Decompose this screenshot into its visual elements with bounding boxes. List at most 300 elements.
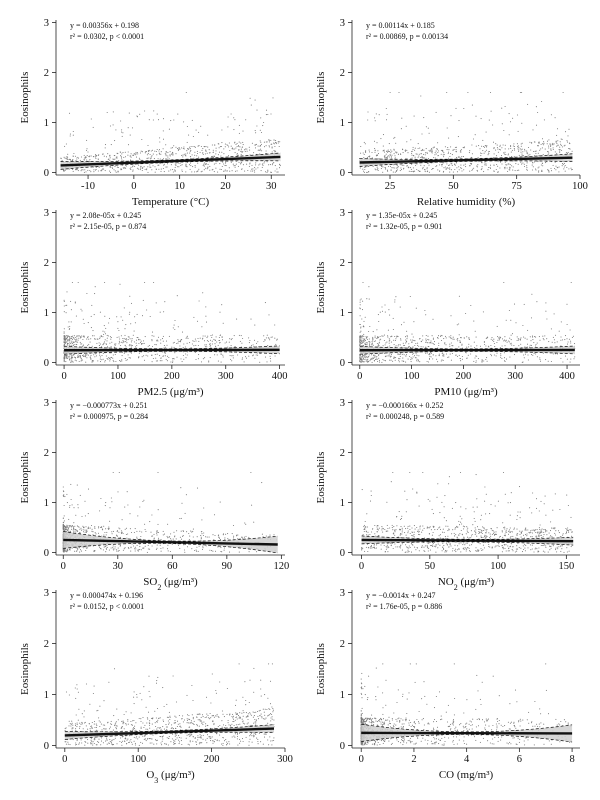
data-point — [400, 340, 401, 341]
data-point — [447, 149, 448, 150]
data-point — [255, 132, 256, 133]
data-point — [452, 339, 453, 340]
data-point — [461, 149, 462, 150]
y-tick-label: 1 — [339, 308, 345, 319]
data-point — [397, 169, 398, 170]
data-point — [83, 547, 84, 548]
data-point — [380, 138, 381, 139]
data-point — [162, 356, 163, 357]
data-point — [278, 171, 279, 172]
data-point — [76, 344, 77, 345]
data-point — [213, 150, 214, 151]
data-point — [169, 336, 170, 337]
data-point — [136, 345, 137, 346]
data-point — [404, 354, 405, 355]
data-point — [109, 507, 110, 508]
data-point — [177, 166, 178, 167]
data-point — [113, 360, 114, 361]
data-point — [246, 164, 247, 165]
data-point — [473, 361, 474, 362]
data-point — [547, 169, 548, 170]
data-point — [535, 168, 536, 169]
data-point — [424, 310, 425, 311]
data-point — [411, 334, 412, 335]
data-point — [389, 143, 390, 144]
data-point — [198, 157, 199, 158]
data-point — [485, 529, 486, 530]
data-point — [550, 168, 551, 169]
data-point — [386, 342, 387, 343]
data-point — [505, 148, 506, 149]
data-point — [491, 528, 492, 529]
data-point — [375, 120, 376, 121]
data-point — [496, 169, 497, 170]
data-point — [526, 169, 527, 170]
data-point — [444, 154, 445, 155]
data-point — [170, 120, 171, 121]
data-point — [113, 472, 114, 473]
data-point — [203, 165, 204, 166]
data-point — [532, 548, 533, 549]
data-point — [403, 165, 404, 166]
data-point — [500, 536, 501, 537]
data-point — [180, 537, 181, 538]
data-point — [135, 548, 136, 549]
data-point — [215, 346, 216, 347]
data-point — [187, 336, 188, 337]
data-point — [527, 344, 528, 345]
data-point — [237, 143, 238, 144]
data-point — [112, 159, 113, 160]
data-point — [360, 343, 361, 344]
data-point — [561, 138, 562, 139]
data-point — [419, 550, 420, 551]
x-tick-label: 400 — [559, 371, 575, 382]
data-point — [509, 310, 510, 311]
data-point — [541, 535, 542, 536]
data-point — [231, 162, 232, 163]
data-point — [72, 159, 73, 160]
data-point — [536, 301, 537, 302]
data-point — [159, 163, 160, 164]
data-point — [430, 342, 431, 343]
data-point — [436, 359, 437, 360]
data-point — [515, 170, 516, 171]
data-point — [519, 155, 520, 156]
data-point — [207, 153, 208, 154]
data-point — [527, 170, 528, 171]
data-point — [505, 106, 506, 107]
data-point — [252, 171, 253, 172]
data-point — [471, 163, 472, 164]
data-point — [226, 170, 227, 171]
data-point — [421, 341, 422, 342]
data-point — [494, 343, 495, 344]
data-point — [156, 533, 157, 534]
data-point — [129, 113, 130, 114]
x-tick-label: -10 — [81, 181, 96, 192]
data-point — [195, 339, 196, 340]
data-point — [377, 343, 378, 344]
data-point — [151, 155, 152, 156]
data-point — [195, 147, 196, 148]
data-point — [136, 343, 137, 344]
data-point — [398, 344, 399, 345]
data-point — [522, 531, 523, 532]
data-point — [418, 346, 419, 347]
data-point — [222, 337, 223, 338]
data-point — [448, 152, 449, 153]
data-point — [152, 545, 153, 546]
y-tick-label: 2 — [339, 68, 345, 79]
data-point — [435, 355, 436, 356]
data-point — [456, 157, 457, 158]
data-point — [430, 150, 431, 151]
data-point — [551, 150, 552, 151]
data-point — [270, 113, 271, 114]
data-point — [185, 353, 186, 354]
data-point — [490, 92, 491, 93]
data-point — [144, 360, 145, 361]
data-point — [241, 335, 242, 336]
data-point — [239, 335, 240, 336]
data-point — [521, 123, 522, 124]
data-point — [211, 337, 212, 338]
data-point — [221, 362, 222, 363]
data-point — [497, 147, 498, 148]
y-tick-label: 1 — [43, 118, 49, 129]
data-point — [500, 149, 501, 150]
data-point — [147, 552, 148, 553]
data-point — [475, 534, 476, 535]
data-point — [383, 134, 384, 135]
x-tick-label: 60 — [167, 561, 178, 572]
data-point — [206, 322, 207, 323]
data-point — [225, 534, 226, 535]
data-point — [544, 119, 545, 120]
data-point — [125, 156, 126, 157]
data-point — [408, 343, 409, 344]
data-point — [64, 359, 65, 360]
data-point — [365, 152, 366, 153]
data-point — [384, 157, 385, 158]
data-point — [513, 166, 514, 167]
data-point — [454, 529, 455, 530]
data-point — [135, 154, 136, 155]
data-point — [369, 151, 370, 152]
data-point — [183, 544, 184, 545]
data-point — [173, 342, 174, 343]
data-point — [467, 543, 468, 544]
data-point — [157, 532, 158, 533]
data-point — [520, 337, 521, 338]
data-point — [230, 355, 231, 356]
data-point — [469, 152, 470, 153]
data-point — [252, 168, 253, 169]
data-point — [79, 355, 80, 356]
data-point — [72, 355, 73, 356]
data-point — [570, 341, 571, 342]
data-point — [460, 165, 461, 166]
data-point — [95, 339, 96, 340]
data-point — [175, 164, 176, 165]
data-point — [135, 153, 136, 154]
data-point — [492, 124, 493, 125]
data-point — [420, 95, 421, 96]
data-point — [130, 156, 131, 157]
data-point — [200, 338, 201, 339]
data-point — [75, 529, 76, 530]
data-point — [472, 105, 473, 106]
data-point — [411, 153, 412, 154]
data-point — [72, 282, 73, 283]
data-point — [209, 152, 210, 153]
data-point — [65, 355, 66, 356]
x-axis-title: $SO_2$ (μg/m³) — [143, 576, 198, 592]
data-point — [183, 343, 184, 344]
data-point — [149, 521, 150, 522]
data-point — [442, 164, 443, 165]
data-point — [170, 361, 171, 362]
data-point — [233, 525, 234, 526]
data-point — [409, 171, 410, 172]
data-point — [181, 518, 182, 519]
data-point — [470, 305, 471, 306]
data-point — [551, 114, 552, 115]
data-point — [196, 155, 197, 156]
data-point — [189, 342, 190, 343]
data-point — [396, 345, 397, 346]
data-point — [268, 338, 269, 339]
data-point — [105, 339, 106, 340]
data-point — [510, 343, 511, 344]
data-point — [451, 338, 452, 339]
y-tick-label: 3 — [43, 208, 49, 219]
data-point — [359, 355, 360, 356]
data-point — [514, 146, 515, 147]
data-point — [406, 341, 407, 342]
data-point — [446, 550, 447, 551]
data-point — [482, 140, 483, 141]
data-point — [221, 551, 222, 552]
data-point — [539, 357, 540, 358]
data-point — [535, 153, 536, 154]
data-point — [455, 147, 456, 148]
data-point — [86, 531, 87, 532]
data-point — [145, 529, 146, 530]
data-point — [194, 155, 195, 156]
data-point — [84, 337, 85, 338]
data-point — [553, 147, 554, 148]
data-point — [183, 121, 184, 122]
data-point — [481, 162, 482, 163]
data-point — [377, 359, 378, 360]
data-point — [448, 168, 449, 169]
data-point — [481, 118, 482, 119]
y-tick-label: 3 — [339, 208, 345, 219]
data-point — [364, 359, 365, 360]
data-point — [202, 546, 203, 547]
data-point — [378, 358, 379, 359]
data-point — [125, 152, 126, 153]
data-point — [66, 529, 67, 530]
data-point — [385, 356, 386, 357]
data-point — [372, 157, 373, 158]
data-point — [80, 528, 81, 529]
data-point — [110, 125, 111, 126]
data-point — [75, 360, 76, 361]
data-point — [78, 507, 79, 508]
data-point — [518, 340, 519, 341]
data-point — [560, 358, 561, 359]
data-point — [455, 108, 456, 109]
data-point — [232, 338, 233, 339]
data-point — [423, 117, 424, 118]
data-point — [101, 170, 102, 171]
data-point — [514, 148, 515, 149]
y-tick-label: 1 — [43, 498, 49, 509]
data-point — [64, 328, 65, 329]
data-point — [542, 147, 543, 148]
data-point — [457, 545, 458, 546]
data-point — [148, 158, 149, 159]
data-point — [372, 338, 373, 339]
data-point — [62, 160, 63, 161]
data-point — [65, 526, 66, 527]
data-point — [404, 491, 405, 492]
data-point — [367, 172, 368, 173]
data-point — [160, 360, 161, 361]
data-point — [438, 345, 439, 346]
data-point — [82, 345, 83, 346]
data-point — [69, 525, 70, 526]
data-point — [107, 359, 108, 360]
data-point — [170, 169, 171, 170]
data-point — [565, 131, 566, 132]
data-point — [154, 151, 155, 152]
data-point — [392, 361, 393, 362]
data-point — [112, 533, 113, 534]
data-point — [201, 326, 202, 327]
data-point — [566, 338, 567, 339]
data-point — [517, 170, 518, 171]
data-point — [67, 345, 68, 346]
data-point — [421, 150, 422, 151]
data-point — [360, 361, 361, 362]
data-point — [229, 171, 230, 172]
data-point — [497, 340, 498, 341]
data-point — [141, 341, 142, 342]
data-point — [68, 529, 69, 530]
data-point — [474, 342, 475, 343]
data-point — [531, 530, 532, 531]
data-point — [440, 529, 441, 530]
data-point — [390, 356, 391, 357]
data-point — [412, 158, 413, 159]
data-point — [449, 336, 450, 337]
data-point — [81, 310, 82, 311]
data-point — [270, 140, 271, 141]
data-point — [375, 355, 376, 356]
data-point — [217, 546, 218, 547]
data-point — [422, 168, 423, 169]
data-point — [256, 110, 257, 111]
data-point — [378, 170, 379, 171]
data-point — [251, 105, 252, 106]
data-point — [548, 361, 549, 362]
data-point — [97, 339, 98, 340]
data-point — [501, 155, 502, 156]
data-point — [118, 336, 119, 337]
data-point — [371, 354, 372, 355]
data-point — [64, 361, 65, 362]
data-point — [207, 537, 208, 538]
data-point — [75, 160, 76, 161]
data-point — [181, 155, 182, 156]
data-point — [378, 343, 379, 344]
data-point — [121, 530, 122, 531]
data-point — [153, 534, 154, 535]
data-point — [237, 153, 238, 154]
x-tick-label: 120 — [273, 561, 290, 572]
data-point — [151, 169, 152, 170]
data-point — [206, 337, 207, 338]
data-point — [157, 149, 158, 150]
data-point — [244, 149, 245, 150]
data-point — [254, 172, 255, 173]
data-point — [70, 525, 71, 526]
data-point — [397, 336, 398, 337]
data-point — [189, 536, 190, 537]
data-point — [182, 156, 183, 157]
data-point — [69, 336, 70, 337]
y-tick-label: 2 — [339, 258, 345, 269]
data-point — [100, 359, 101, 360]
data-point — [454, 149, 455, 150]
data-point — [489, 120, 490, 121]
data-point — [555, 335, 556, 336]
data-point — [93, 551, 94, 552]
data-point — [208, 361, 209, 362]
data-point — [250, 98, 251, 99]
data-point — [269, 146, 270, 147]
data-point — [156, 154, 157, 155]
data-point — [269, 339, 270, 340]
data-point — [391, 342, 392, 343]
data-point — [106, 355, 107, 356]
data-point — [476, 337, 477, 338]
data-point — [416, 360, 417, 361]
data-point — [104, 341, 105, 342]
data-point — [114, 155, 115, 156]
data-point — [68, 326, 69, 327]
data-point — [445, 146, 446, 147]
data-point — [157, 354, 158, 355]
data-point — [521, 92, 522, 93]
data-point — [193, 158, 194, 159]
data-point — [125, 346, 126, 347]
data-point — [131, 345, 132, 346]
data-point — [172, 361, 173, 362]
data-point — [361, 345, 362, 346]
data-point — [407, 336, 408, 337]
data-point — [223, 170, 224, 171]
data-point — [530, 149, 531, 150]
data-point — [366, 342, 367, 343]
data-point — [214, 535, 215, 536]
data-point — [87, 155, 88, 156]
data-point — [173, 327, 174, 328]
